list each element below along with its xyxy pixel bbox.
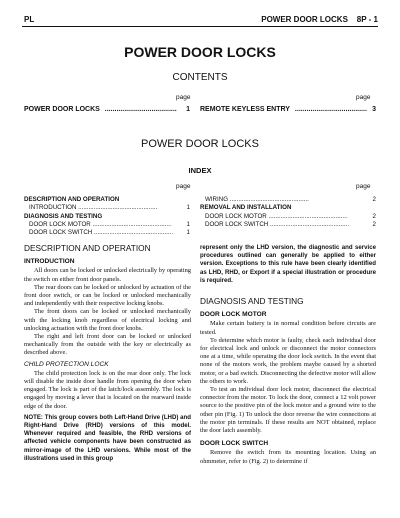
index-list-left: [24, 196, 190, 237]
note-paragraph: NOTE: This group covers both Left-Hand Drive (LHD) and Right-Hand Drive (RHD) versions of this model. Whenever required and feasible, the RHD versions of affected vehicle components have been constructed as mirror-image of the LHD versions. While most of the illustrations used in this group: [24, 413, 191, 462]
paragraph: The right and left front door can be locked or unlocked mechanically from the outside with the key or electrically as described above.: [24, 333, 191, 357]
index-list-right: [200, 196, 376, 229]
section-heading: DESCRIPTION AND OPERATION: [24, 243, 151, 253]
contents-entry-page: 1: [186, 106, 190, 113]
running-header: [22, 14, 378, 26]
index-page-label-right: page: [356, 183, 371, 190]
subsection-heading: CHILD PROTECTION LOCK: [24, 360, 109, 368]
paragraph: All doors can be locked or unlocked electrically by operating the switch on either front door panels.: [24, 267, 191, 283]
index-entry[interactable]: DOOR LOCK SWITCH .............................................. 1: [29, 229, 190, 237]
index-entry[interactable]: WIRING .............................................. 2: [205, 196, 376, 203]
header-rule: [22, 26, 378, 27]
body-column-left: [24, 244, 191, 463]
dot-leader: .....................................: [102, 106, 177, 113]
section-heading: DIAGNOSIS AND TESTING: [200, 296, 304, 307]
paragraph: Make certain battery is in normal condition before circuits are tested.: [200, 320, 376, 336]
index-entry[interactable]: REMOVAL AND INSTALLATION: [200, 204, 292, 212]
body-column-right: [200, 244, 376, 466]
paragraph: Remove the switch from its mounting location. Using an ohmmeter, refer to (Fig. 2) to determine if: [200, 449, 376, 465]
index-entry[interactable]: DOOR LOCK MOTOR .............................................. 1: [29, 220, 190, 228]
page-title: POWER DOOR LOCKS: [124, 44, 276, 60]
subsection-heading: DOOR LOCK MOTOR: [200, 311, 267, 319]
index-page-label-left: page: [176, 183, 191, 190]
dot-leader: .....................................: [292, 106, 367, 113]
contents-entry-label: POWER DOOR LOCKS: [24, 106, 100, 113]
contents-entry-page: 3: [372, 106, 376, 113]
contents-entry[interactable]: [200, 106, 376, 113]
contents-entry-label: REMOTE KEYLESS ENTRY: [200, 106, 290, 113]
paragraph: To test an individual door lock motor, disconnect the electrical connector from the motor. To lock the door, connect a 12 volt power source to the positive pin of the lock motor and a ground wire to the other pin (Fig. 1) To unlock the door reverse the wire connections at the motor pin terminals. If these results are NOT obtained, replace the door latch assembly.: [200, 386, 376, 435]
subsection-heading: INTRODUCTION: [24, 258, 75, 266]
contents-page-label-right: page: [356, 94, 371, 101]
index-entry[interactable]: DOOR LOCK MOTOR .............................................. 2: [205, 212, 376, 220]
index-heading: INDEX: [188, 166, 212, 175]
paragraph: The child protection lock is on the rear door only. The lock will disable the inside door handle from opening the door when engaged. The lock is part of the latch/lock assembly. The lock is engaged by moving a lever that is located on the rearward inside edge of the door.: [24, 369, 191, 410]
paragraph: The front doors can be locked or unlocked mechanically with the locking knob regardless of electrical locking and unlocking actuation with the front door knobs.: [24, 308, 191, 332]
header-page-id: POWER DOOR LOCKS 8P - 1: [261, 15, 378, 24]
index-entry[interactable]: DOOR LOCK SWITCH .............................................. 2: [205, 220, 376, 228]
index-entry[interactable]: DESCRIPTION AND OPERATION: [24, 196, 120, 203]
index-entry[interactable]: INTRODUCTION .............................................. 1: [29, 204, 190, 212]
note-paragraph: represent only the LHD version, the diagnostic and service procedures outlined can generally be applied to either version. Exceptions to this rule have been clearly identified as LHD, RHD, or Export if a special illustration or procedure is required.: [200, 244, 376, 284]
contents-heading: CONTENTS: [172, 72, 228, 83]
header-section-code: PL: [24, 15, 35, 24]
index-entry[interactable]: DIAGNOSIS AND TESTING: [24, 212, 103, 220]
paragraph: To determine which motor is faulty, check each individual door for electrical lock and unlock or disconnect the motor connectors one at a time, while operating the door lock switch. In the event that none of the motors work, the problem maybe caused by a shorted motor, or a bad switch. Disconnecting the defective motor will allow the others to work.: [200, 336, 376, 385]
contents-entry[interactable]: [24, 106, 190, 113]
paragraph: The rear doors can be locked or unlocked by actuation of the front door switch, or can be locked or unlocked mechanically and independently with their respective locking knobs.: [24, 283, 191, 308]
section-title: POWER DOOR LOCKS: [141, 138, 259, 150]
subsection-heading: DOOR LOCK SWITCH: [200, 440, 269, 448]
contents-page-label-left: page: [176, 94, 191, 101]
